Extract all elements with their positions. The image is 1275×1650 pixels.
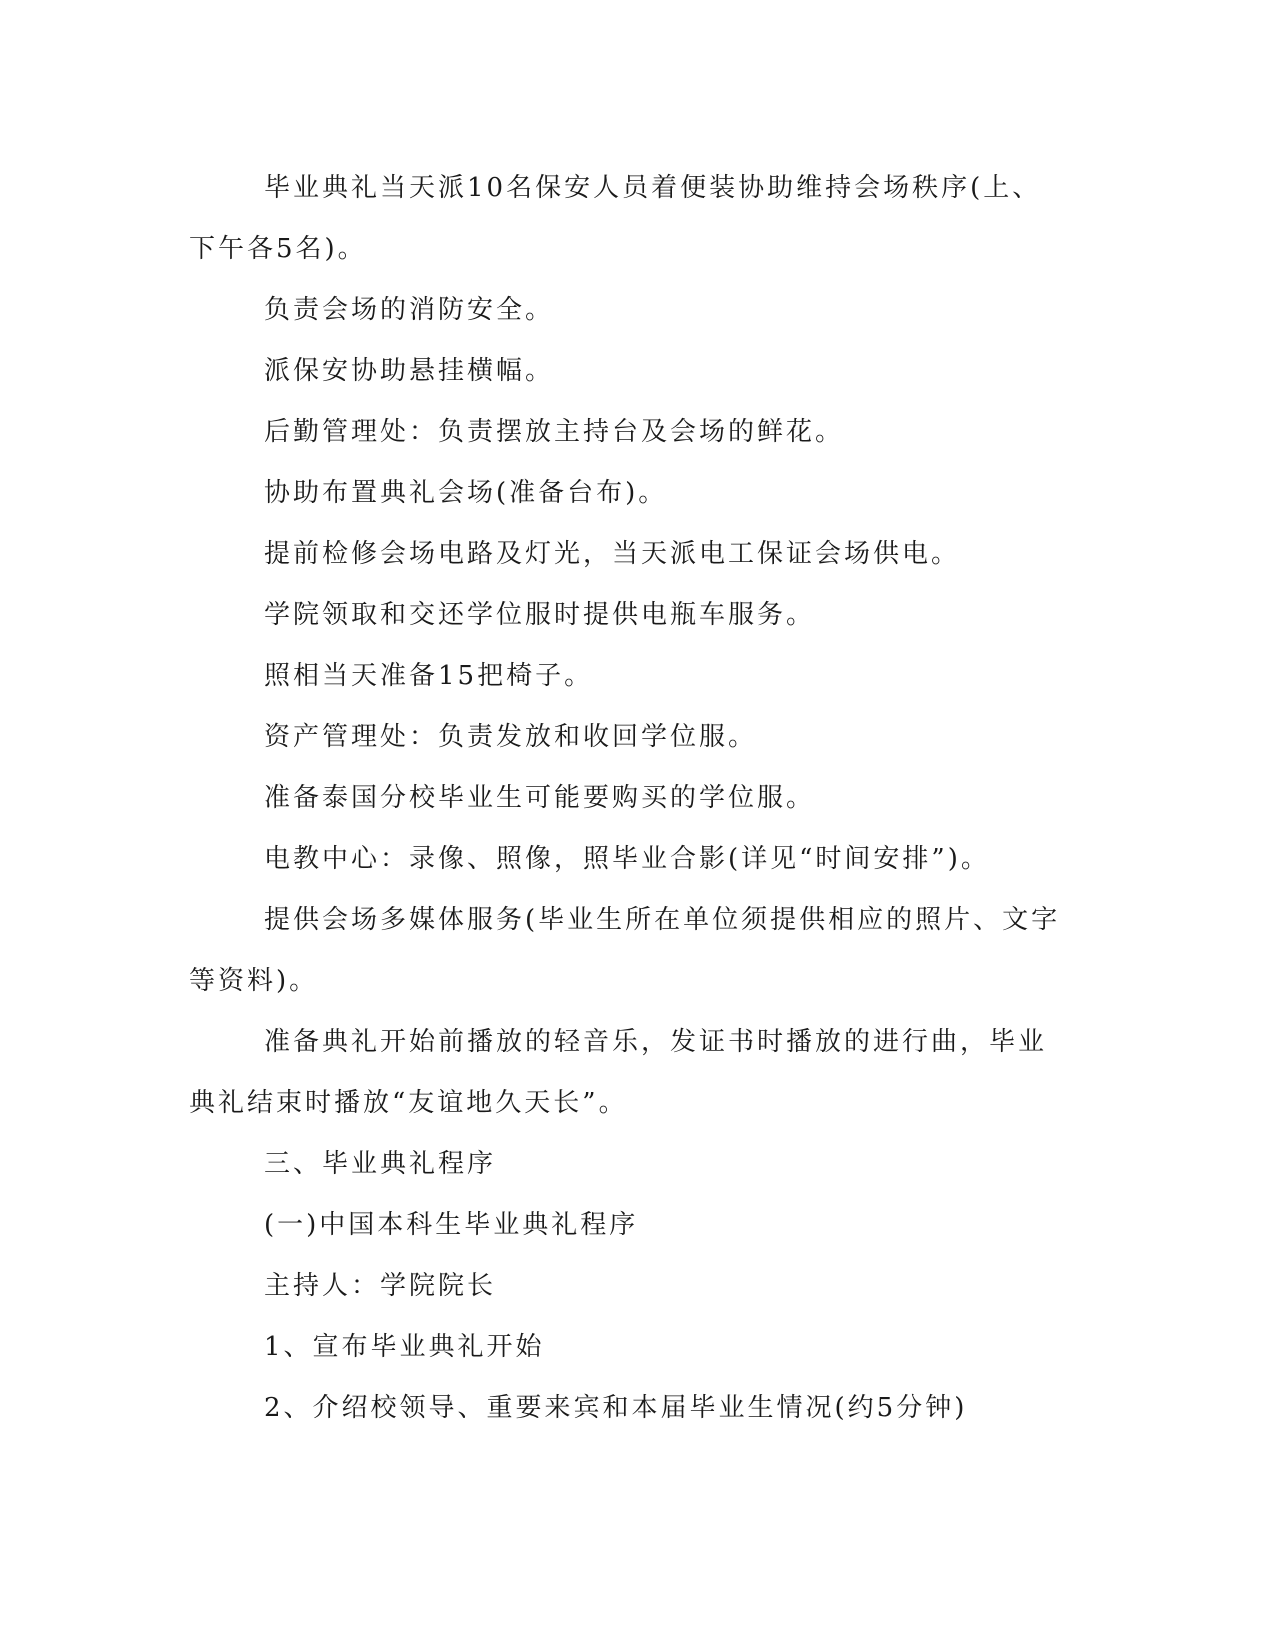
paragraph-shuttle: 学院领取和交还学位服时提供电瓶车服务。	[264, 600, 816, 630]
paragraph-host: 主持人：学院院长	[264, 1271, 497, 1301]
paragraph-security-staff: 毕业典礼当天派10名保安人员着便装协助维持会场秩序(上、下午各5名)。	[189, 173, 1042, 264]
paragraph-venue-setup: 协助布置典礼会场(准备台布)。	[264, 478, 668, 508]
subsection-heading: (一)中国本科生毕业典礼程序	[264, 1210, 639, 1240]
list-item: 1、宣布毕业典礼开始	[264, 1332, 545, 1362]
paragraph-electrical: 提前检修会场电路及灯光，当天派电工保证会场供电。	[264, 539, 961, 569]
paragraph-av-center: 电教中心：录像、照像，照毕业合影(详见“时间安排”)。	[264, 844, 990, 874]
paragraph-fire-safety: 负责会场的消防安全。	[264, 295, 555, 325]
document-body	[189, 158, 1069, 1439]
section-heading: 三、毕业典礼程序	[264, 1149, 497, 1179]
paragraph-gowns: 准备泰国分校毕业生可能要购买的学位服。	[264, 783, 816, 813]
paragraph-assets: 资产管理处：负责发放和收回学位服。	[264, 722, 758, 752]
list-item: 2、介绍校领导、重要来宾和本届毕业生情况(约5分钟)	[264, 1393, 968, 1423]
paragraph-chairs: 照相当天准备15把椅子。	[264, 661, 594, 691]
paragraph-music: 准备典礼开始前播放的轻音乐，发证书时播放的进行曲，毕业典礼结束时播放“友谊地久天长”。	[189, 1027, 1048, 1118]
paragraph-banner: 派保安协助悬挂横幅。	[264, 356, 555, 386]
paragraph-logistics: 后勤管理处：负责摆放主持台及会场的鲜花。	[264, 417, 845, 447]
paragraph-multimedia: 提供会场多媒体服务(毕业生所在单位须提供相应的照片、文字等资料)。	[189, 905, 1061, 996]
